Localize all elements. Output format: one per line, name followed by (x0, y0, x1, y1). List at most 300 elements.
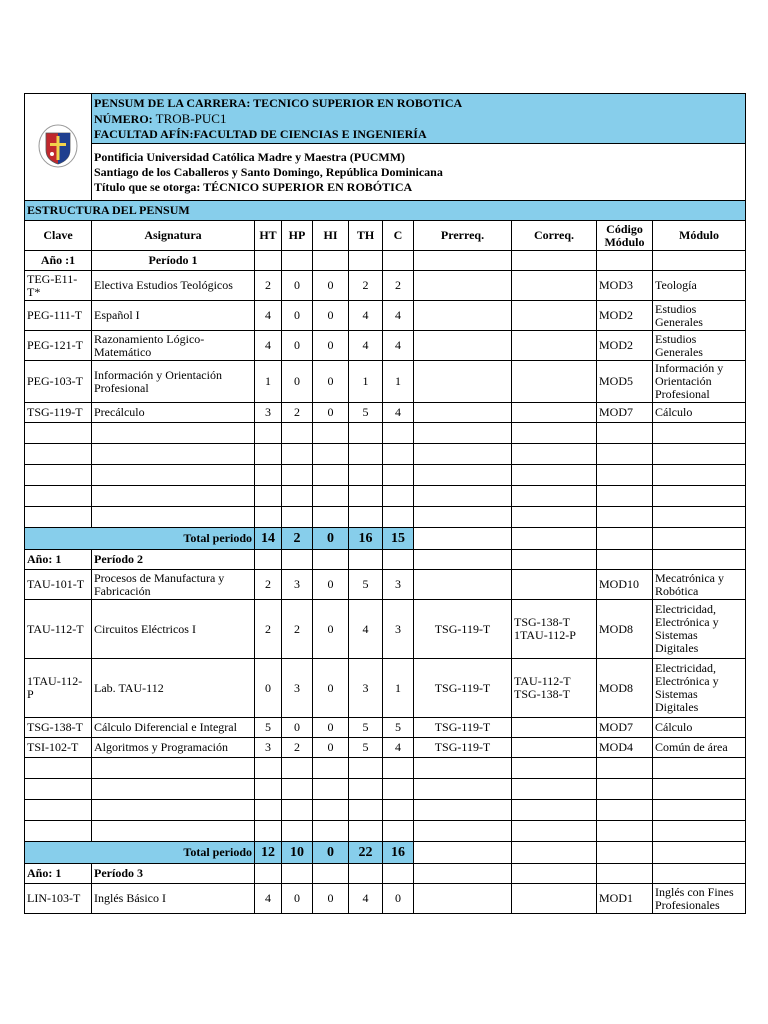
empty-cell (25, 423, 92, 444)
subject-row (25, 718, 746, 738)
empty-cell (512, 251, 597, 271)
empty-cell (383, 251, 414, 271)
col-header-hp: HP (282, 221, 313, 251)
subject-prerreq (414, 301, 512, 331)
total-hp: 2 (282, 528, 313, 550)
subject-code (25, 600, 92, 659)
subject-module (653, 738, 746, 758)
empty-cell (255, 423, 282, 444)
subject-c: 3 (383, 570, 414, 600)
empty-cell (282, 800, 313, 821)
empty-cell (597, 550, 653, 570)
subject-name (92, 331, 255, 361)
col-header-modulo: Módulo (653, 221, 746, 251)
subject-hi: 0 (313, 301, 349, 331)
period-label: Período 1 (92, 251, 255, 271)
subject-name-line: Circuitos Eléctricos I (94, 621, 196, 636)
empty-row (25, 486, 746, 507)
subject-row (25, 271, 746, 301)
total-ht: 12 (255, 842, 282, 864)
subject-correq (512, 884, 597, 914)
empty-cell (414, 842, 512, 864)
subject-code (25, 403, 92, 423)
university-crest-icon (38, 124, 78, 168)
subject-th: 5 (349, 403, 383, 423)
subject-code-line: PEG-111-T (27, 308, 83, 322)
subject-c: 1 (383, 659, 414, 718)
subject-name-line: Algoritmos y Programación (94, 740, 228, 754)
empty-cell (653, 507, 746, 528)
empty-cell (92, 423, 255, 444)
subject-th: 4 (349, 600, 383, 659)
subject-code-line: PEG-121-T (27, 338, 83, 352)
subject-hi: 0 (313, 600, 349, 659)
empty-cell (255, 758, 282, 779)
empty-cell (313, 465, 349, 486)
subject-row (25, 570, 746, 600)
empty-cell (512, 864, 597, 884)
subject-module-line: Común de área (655, 740, 728, 754)
subject-module-line: Digitales (655, 700, 699, 714)
subject-name-line: Electiva Estudios Teológicos (94, 278, 233, 292)
subject-correq (512, 361, 597, 403)
subject-module-line: Sistemas (655, 628, 698, 642)
subject-module-line: Generales (655, 314, 703, 329)
subject-code-line: LIN-103-T (27, 891, 81, 905)
subject-code-line: TAU-112-T (27, 621, 84, 636)
subject-module-line: Electrónica y (655, 615, 719, 629)
empty-cell (313, 800, 349, 821)
program-number-label: NÚMERO: (94, 111, 153, 126)
subject-hi: 0 (313, 738, 349, 758)
subject-row (25, 361, 746, 403)
empty-cell (383, 486, 414, 507)
subject-module (653, 331, 746, 361)
subject-code (25, 271, 92, 301)
subject-hi: 0 (313, 570, 349, 600)
total-label: Total periodo (25, 842, 255, 864)
subject-module (653, 361, 746, 403)
empty-cell (653, 423, 746, 444)
subject-correq (512, 301, 597, 331)
empty-cell (512, 550, 597, 570)
empty-cell (383, 465, 414, 486)
university-location: Santiago de los Caballeros y Santo Domingo, República Dominicana (94, 164, 443, 179)
total-hi: 0 (313, 528, 349, 550)
subject-th: 3 (349, 659, 383, 718)
empty-cell (282, 758, 313, 779)
subject-module (653, 403, 746, 423)
total-th: 22 (349, 842, 383, 864)
subject-module-line: Profesional (655, 387, 710, 401)
empty-cell (25, 507, 92, 528)
subject-prerreq-line: TSG-119-T (434, 740, 491, 754)
subject-name (92, 718, 255, 738)
subject-prerreq (414, 403, 512, 423)
empty-cell (383, 507, 414, 528)
subject-name (92, 659, 255, 718)
subject-name-line: Fabricación (94, 583, 151, 598)
empty-cell (414, 550, 512, 570)
empty-cell (282, 864, 313, 884)
empty-cell (512, 779, 597, 800)
subject-module-line: Orientación (655, 374, 712, 388)
col-header-codigo-modulo (597, 221, 653, 251)
empty-cell (597, 465, 653, 486)
empty-cell (282, 821, 313, 842)
subject-prerreq (414, 331, 512, 361)
subject-code (25, 718, 92, 738)
subject-name-line: Español I (94, 308, 140, 322)
faculty-title: FACULTAD AFÍN:FACULTAD DE CIENCIAS E INGENIERÍA (94, 126, 427, 141)
subject-ht: 3 (255, 738, 282, 758)
empty-cell (653, 779, 746, 800)
subject-hp: 0 (282, 718, 313, 738)
empty-row (25, 423, 746, 444)
empty-cell (597, 444, 653, 465)
year-label: Año :1 (25, 251, 92, 271)
degree-title: Título que se otorga: TÉCNICO SUPERIOR EN ROBÓTICA (94, 179, 413, 194)
empty-cell (349, 444, 383, 465)
subject-hp: 0 (282, 271, 313, 301)
empty-cell (383, 758, 414, 779)
subject-module-line: Cálculo (655, 720, 693, 734)
section-title: ESTRUCTURA DEL PENSUM (25, 201, 746, 221)
empty-cell (512, 758, 597, 779)
col-header-asignatura: Asignatura (92, 221, 255, 251)
empty-cell (282, 779, 313, 800)
subject-ht: 2 (255, 271, 282, 301)
subject-name-line: Lab. TAU-112 (94, 680, 164, 695)
empty-cell (349, 423, 383, 444)
career-title: PENSUM DE LA CARRERA: TECNICO SUPERIOR EN ROBOTICA (94, 95, 463, 110)
subject-name (92, 361, 255, 403)
subject-module-code: MOD2 (597, 301, 653, 331)
period-label: Período 2 (92, 550, 255, 570)
subject-prerreq (414, 659, 512, 718)
pensum-table (24, 93, 746, 914)
empty-cell (255, 821, 282, 842)
empty-cell (512, 486, 597, 507)
empty-cell (255, 800, 282, 821)
subject-module (653, 570, 746, 600)
subject-correq (512, 271, 597, 301)
subject-prerreq-line: TSG-119-T (434, 720, 491, 734)
empty-cell (349, 864, 383, 884)
empty-cell (383, 800, 414, 821)
subject-prerreq (414, 718, 512, 738)
subject-hp: 0 (282, 884, 313, 914)
total-label: Total periodo (25, 528, 255, 550)
empty-cell (349, 800, 383, 821)
empty-cell (414, 800, 512, 821)
subject-ht: 3 (255, 403, 282, 423)
empty-cell (512, 800, 597, 821)
subject-hi: 0 (313, 659, 349, 718)
subject-c: 2 (383, 271, 414, 301)
empty-cell (653, 800, 746, 821)
empty-cell (282, 507, 313, 528)
empty-cell (25, 486, 92, 507)
empty-cell (414, 423, 512, 444)
total-hp: 10 (282, 842, 313, 864)
subject-th: 5 (349, 718, 383, 738)
subject-hi: 0 (313, 884, 349, 914)
subject-th: 4 (349, 331, 383, 361)
subject-code (25, 659, 92, 718)
empty-row (25, 507, 746, 528)
program-number-value: TROB-PUC1 (155, 110, 227, 126)
subject-correq (512, 718, 597, 738)
subject-name (92, 301, 255, 331)
subject-module-code: MOD3 (597, 271, 653, 301)
empty-cell (282, 550, 313, 570)
empty-cell (414, 758, 512, 779)
subject-code (25, 884, 92, 914)
empty-cell (282, 444, 313, 465)
empty-cell (597, 758, 653, 779)
total-hi: 0 (313, 842, 349, 864)
subject-module-line: Cálculo (655, 405, 693, 419)
subject-correq (512, 659, 597, 718)
subject-correq-line: TSG-138-T (514, 615, 570, 629)
empty-cell (383, 779, 414, 800)
empty-cell (653, 486, 746, 507)
subject-prerreq-line: TSG-119-T (434, 680, 491, 695)
period-total-row (25, 842, 746, 864)
empty-cell (653, 864, 746, 884)
empty-cell (349, 486, 383, 507)
empty-cell (349, 779, 383, 800)
empty-cell (92, 821, 255, 842)
empty-cell (512, 465, 597, 486)
empty-row (25, 821, 746, 842)
empty-cell (597, 423, 653, 444)
empty-cell (92, 779, 255, 800)
program-number (94, 111, 743, 127)
subject-name-line: Cálculo Diferencial e Integral (94, 720, 237, 734)
subject-hi: 0 (313, 331, 349, 361)
subject-th: 4 (349, 884, 383, 914)
period-header-row (25, 864, 746, 884)
subject-th: 4 (349, 301, 383, 331)
empty-cell (349, 758, 383, 779)
empty-cell (313, 423, 349, 444)
subject-ht: 2 (255, 570, 282, 600)
subject-name-line: Profesional (94, 380, 149, 395)
subject-name-line: Matemático (94, 344, 152, 359)
empty-cell (282, 423, 313, 444)
empty-cell (255, 507, 282, 528)
total-th: 16 (349, 528, 383, 550)
empty-cell (313, 864, 349, 884)
col-header-codigo-line: Código (606, 221, 643, 236)
subject-code-line: TSI-102-T (27, 740, 79, 754)
subject-code-line: T* (27, 284, 41, 299)
empty-cell (255, 444, 282, 465)
empty-cell (25, 465, 92, 486)
empty-cell (512, 507, 597, 528)
empty-cell (313, 507, 349, 528)
empty-cell (653, 842, 746, 864)
subject-c: 4 (383, 331, 414, 361)
subject-th: 5 (349, 570, 383, 600)
subject-module (653, 600, 746, 659)
subject-module-line: Estudios (655, 301, 697, 316)
total-c: 15 (383, 528, 414, 550)
empty-cell (597, 842, 653, 864)
pensum-document (24, 93, 745, 914)
subject-code (25, 301, 92, 331)
subject-correq-line: TSG-138-T (514, 687, 570, 701)
col-header-prerreq: Prerreq. (414, 221, 512, 251)
subject-module-line: Robótica (655, 583, 699, 598)
empty-cell (255, 465, 282, 486)
empty-cell (255, 251, 282, 271)
subject-prerreq (414, 271, 512, 301)
col-header-c: C (383, 221, 414, 251)
period-header-row (25, 251, 746, 271)
empty-cell (255, 779, 282, 800)
subject-module-code: MOD7 (597, 403, 653, 423)
subject-module-line: Generales (655, 344, 703, 359)
empty-cell (653, 251, 746, 271)
col-header-correq: Correq. (512, 221, 597, 251)
subject-row (25, 884, 746, 914)
empty-cell (282, 251, 313, 271)
empty-cell (512, 423, 597, 444)
subject-row (25, 301, 746, 331)
col-header-clave: Clave (25, 221, 92, 251)
empty-cell (282, 486, 313, 507)
empty-cell (597, 251, 653, 271)
subject-hp: 2 (282, 738, 313, 758)
empty-cell (414, 251, 512, 271)
subject-hp: 0 (282, 361, 313, 403)
subject-name-line: Procesos de Manufactura y (94, 570, 225, 585)
col-header-modulo-line: Módulo (604, 234, 645, 249)
subject-c: 3 (383, 600, 414, 659)
subject-module (653, 659, 746, 718)
empty-cell (414, 779, 512, 800)
subject-row (25, 331, 746, 361)
empty-cell (255, 864, 282, 884)
empty-cell (414, 465, 512, 486)
subject-module-line: Electrónica y (655, 674, 719, 688)
subject-module-line: Profesionales (655, 897, 720, 912)
empty-cell (597, 507, 653, 528)
subject-prerreq (414, 570, 512, 600)
empty-cell (313, 758, 349, 779)
subject-row (25, 738, 746, 758)
subject-name-line: Razonamiento Lógico- (94, 331, 205, 346)
subject-name-line: Información y Orientación (94, 367, 222, 382)
subject-hp: 3 (282, 570, 313, 600)
subject-name-line: Precálculo (94, 405, 145, 419)
institution-block (92, 144, 746, 201)
total-c: 16 (383, 842, 414, 864)
subject-th: 2 (349, 271, 383, 301)
subject-correq (512, 331, 597, 361)
subject-c: 4 (383, 301, 414, 331)
subject-hi: 0 (313, 403, 349, 423)
subject-name (92, 738, 255, 758)
subject-correq (512, 600, 597, 659)
subject-hi: 0 (313, 361, 349, 403)
year-label: Año: 1 (25, 550, 92, 570)
subject-name-line: Inglés Básico I (94, 891, 166, 905)
empty-row (25, 800, 746, 821)
empty-cell (25, 821, 92, 842)
col-header-th: TH (349, 221, 383, 251)
empty-cell (92, 758, 255, 779)
empty-cell (653, 528, 746, 550)
subject-name (92, 271, 255, 301)
subject-th: 5 (349, 738, 383, 758)
subject-correq (512, 403, 597, 423)
subject-module-line: Digitales (655, 641, 699, 655)
empty-cell (653, 550, 746, 570)
subject-code-line: TAU-101-T (27, 577, 85, 591)
empty-cell (92, 486, 255, 507)
subject-c: 1 (383, 361, 414, 403)
subject-code-line: P (27, 687, 34, 701)
empty-cell (653, 465, 746, 486)
empty-cell (349, 507, 383, 528)
subject-c: 4 (383, 738, 414, 758)
subject-module-code: MOD7 (597, 718, 653, 738)
subject-correq (512, 570, 597, 600)
subject-module-line: Electricidad, (655, 602, 716, 616)
subject-module (653, 884, 746, 914)
subject-c: 0 (383, 884, 414, 914)
subject-ht: 4 (255, 331, 282, 361)
empty-cell (92, 507, 255, 528)
empty-cell (92, 800, 255, 821)
subject-code-line: TEG-E11- (27, 271, 78, 286)
empty-cell (653, 444, 746, 465)
subject-code (25, 331, 92, 361)
empty-cell (282, 465, 313, 486)
subject-code (25, 738, 92, 758)
subject-th: 1 (349, 361, 383, 403)
subject-module-code: MOD1 (597, 884, 653, 914)
empty-cell (512, 528, 597, 550)
subject-row (25, 659, 746, 718)
subject-ht: 2 (255, 600, 282, 659)
empty-cell (313, 550, 349, 570)
empty-cell (414, 528, 512, 550)
empty-cell (313, 779, 349, 800)
university-name: Pontificia Universidad Católica Madre y Maestra (PUCMM) (94, 149, 406, 164)
subject-prerreq (414, 884, 512, 914)
empty-cell (92, 465, 255, 486)
subject-module-code: MOD2 (597, 331, 653, 361)
subject-correq-line: 1TAU-112-P (514, 628, 576, 642)
subject-hp: 3 (282, 659, 313, 718)
subject-ht: 5 (255, 718, 282, 738)
period-total-row (25, 528, 746, 550)
empty-cell (25, 800, 92, 821)
empty-cell (597, 821, 653, 842)
empty-row (25, 444, 746, 465)
program-header-block (92, 94, 746, 144)
empty-cell (25, 779, 92, 800)
subject-module (653, 271, 746, 301)
subject-row (25, 403, 746, 423)
empty-cell (255, 550, 282, 570)
subject-code (25, 361, 92, 403)
